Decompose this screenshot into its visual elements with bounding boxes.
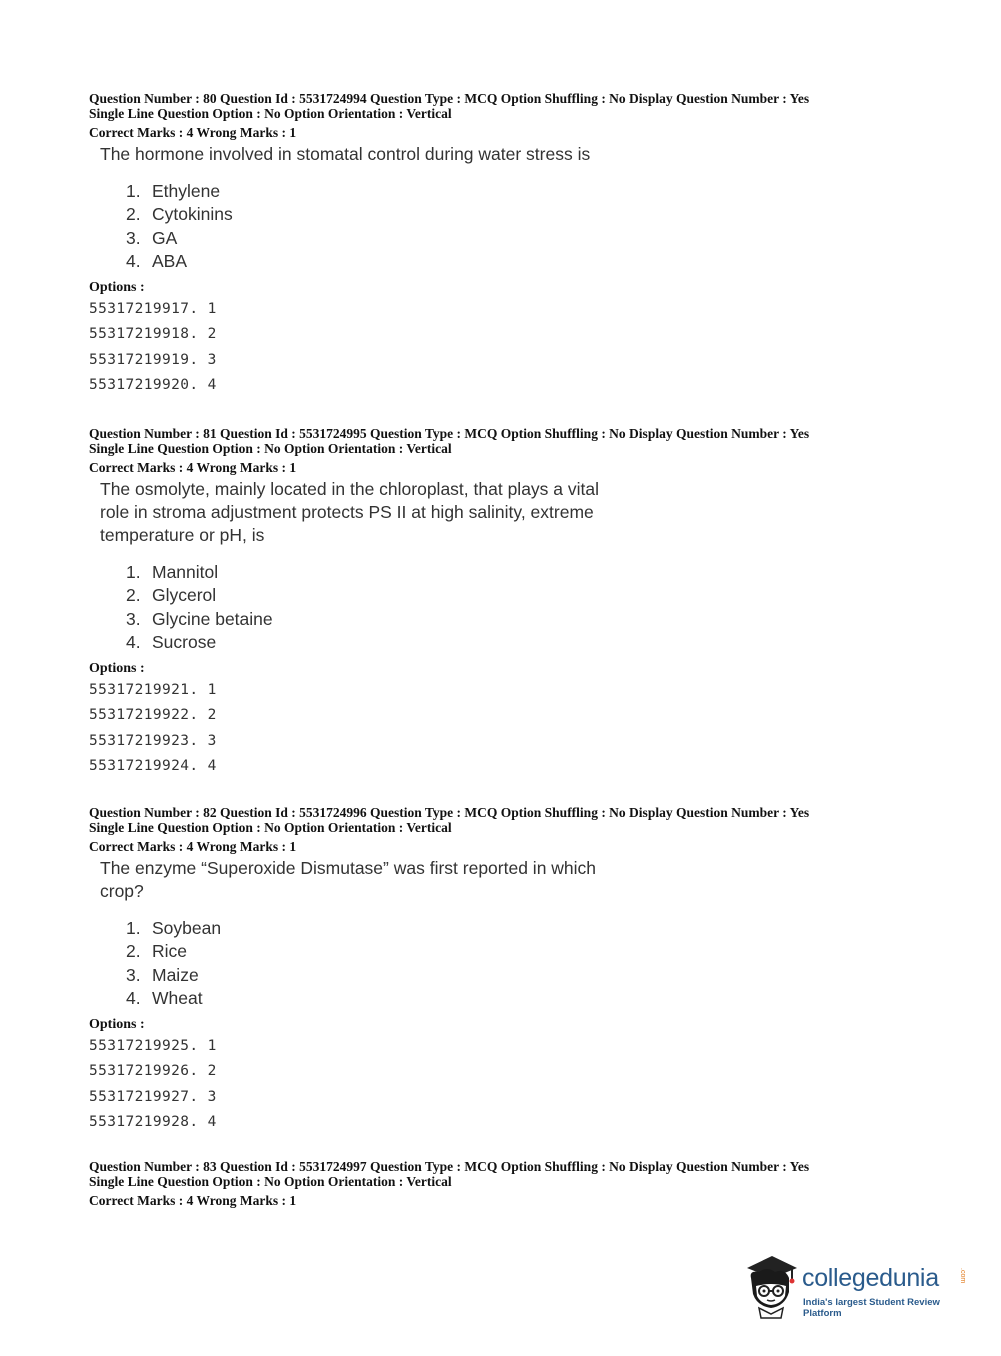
question-meta-line1: Question Number : 83 Question Id : 5531724997 Question Type : MCQ Option Shuffling : No Display Question Number : Yes: [89, 1159, 810, 1174]
choice-number: 2.: [126, 204, 141, 225]
option-id: 55317219920. 4: [89, 376, 217, 393]
option-id: 55317219918. 2: [89, 326, 217, 343]
choice-label: Ethylene: [152, 181, 221, 201]
option-id: 55317219927. 3: [89, 1088, 217, 1105]
choice-item: [126, 227, 949, 250]
question-meta-line2: Single Line Question Option : No Option Orientation : Vertical: [89, 820, 452, 835]
choice-item: [126, 561, 949, 584]
question-text: The hormone involved in stomatal control during water stress is: [100, 144, 591, 164]
option-id: 55317219923. 3: [89, 732, 217, 749]
choice-label: Mannitol: [152, 562, 219, 582]
question-meta-line2: Single Line Question Option : No Option Orientation : Vertical: [89, 1174, 452, 1189]
option-id: 55317219922. 2: [89, 707, 217, 724]
choice-label: Rice: [152, 941, 188, 962]
student-mascot-icon: [741, 1248, 803, 1320]
choice-item: [126, 987, 949, 1010]
logo-tagline: India's largest Student Review Platform: [803, 1297, 940, 1319]
options-label: Options :: [89, 1017, 145, 1033]
choice-number: 4.: [126, 631, 141, 652]
choice-label: Glycerol: [152, 585, 217, 606]
question-marks: Correct Marks : 4 Wrong Marks : 1: [89, 125, 297, 140]
choice-list: [126, 561, 949, 654]
choice-number: 4.: [126, 987, 141, 1008]
question-80: [89, 91, 949, 398]
choice-number: 1.: [126, 918, 141, 938]
question-meta-line2: Single Line Question Option : No Option Orientation : Vertical: [89, 441, 452, 456]
question-text: The osmolyte, mainly located in the chloroplast, that plays a vital role in stroma adjustment protects PS II at high salinity, extreme temperature or pH, is: [100, 479, 599, 545]
choice-number: 4.: [126, 250, 141, 271]
option-id: 55317219919. 3: [89, 351, 217, 368]
choice-number: 1.: [126, 562, 141, 582]
option-id: 55317219924. 4: [89, 757, 217, 774]
choice-item: [126, 180, 949, 203]
choice-number: 3.: [126, 227, 141, 248]
question-meta-line1: Question Number : 82 Question Id : 5531724996 Question Type : MCQ Option Shuffling : No Display Question Number : Yes: [89, 805, 810, 820]
choice-label: Wheat: [152, 987, 203, 1008]
option-id: 55317219926. 2: [89, 1063, 217, 1080]
question-meta-line2: Single Line Question Option : No Option Orientation : Vertical: [89, 106, 452, 121]
choice-item: [126, 608, 949, 631]
option-id: 55317219921. 1: [89, 682, 217, 699]
question-marks: Correct Marks : 4 Wrong Marks : 1: [89, 460, 297, 475]
choice-list: [126, 180, 949, 273]
choice-item: [126, 940, 949, 963]
choice-label: Glycine betaine: [152, 608, 273, 629]
choice-number: 3.: [126, 964, 141, 985]
option-id: 55317219928. 4: [89, 1113, 217, 1130]
option-id: 55317219925. 1: [89, 1038, 217, 1055]
question-83: [89, 1159, 949, 1208]
logo-wordmark: collegedunia: [802, 1264, 939, 1292]
collegedunia-logo: [741, 1248, 971, 1320]
question-meta-line1: Question Number : 80 Question Id : 5531724994 Question Type : MCQ Option Shuffling : No Display Question Number : Yes: [89, 91, 810, 106]
choice-label: Soybean: [152, 918, 222, 938]
choice-list: [126, 917, 949, 1010]
option-id: 55317219917. 1: [89, 301, 217, 318]
options-label: Options :: [89, 280, 145, 296]
choice-number: 1.: [126, 181, 141, 201]
question-marks: Correct Marks : 4 Wrong Marks : 1: [89, 1193, 297, 1208]
question-meta-line1: Question Number : 81 Question Id : 5531724995 Question Type : MCQ Option Shuffling : No Display Question Number : Yes: [89, 426, 810, 441]
question-81: [89, 426, 949, 779]
choice-number: 3.: [126, 608, 141, 629]
choice-item: [126, 203, 949, 226]
choice-label: Sucrose: [152, 631, 217, 652]
options-label: Options :: [89, 661, 145, 677]
question-82: [89, 805, 949, 1135]
choice-label: ABA: [152, 250, 188, 271]
choice-item: [126, 250, 949, 273]
choice-item: [126, 584, 949, 607]
choice-number: 2.: [126, 585, 141, 606]
question-text: The enzyme “Superoxide Dismutase” was first reported in which crop?: [100, 858, 597, 901]
choice-item: [126, 964, 949, 987]
choice-item: [126, 631, 949, 654]
choice-number: 2.: [126, 941, 141, 962]
logo-com: .com: [959, 1268, 966, 1284]
choice-label: Maize: [152, 964, 199, 985]
choice-label: Cytokinins: [152, 204, 233, 225]
choice-label: GA: [152, 227, 178, 248]
choice-item: [126, 917, 949, 940]
question-marks: Correct Marks : 4 Wrong Marks : 1: [89, 839, 297, 854]
